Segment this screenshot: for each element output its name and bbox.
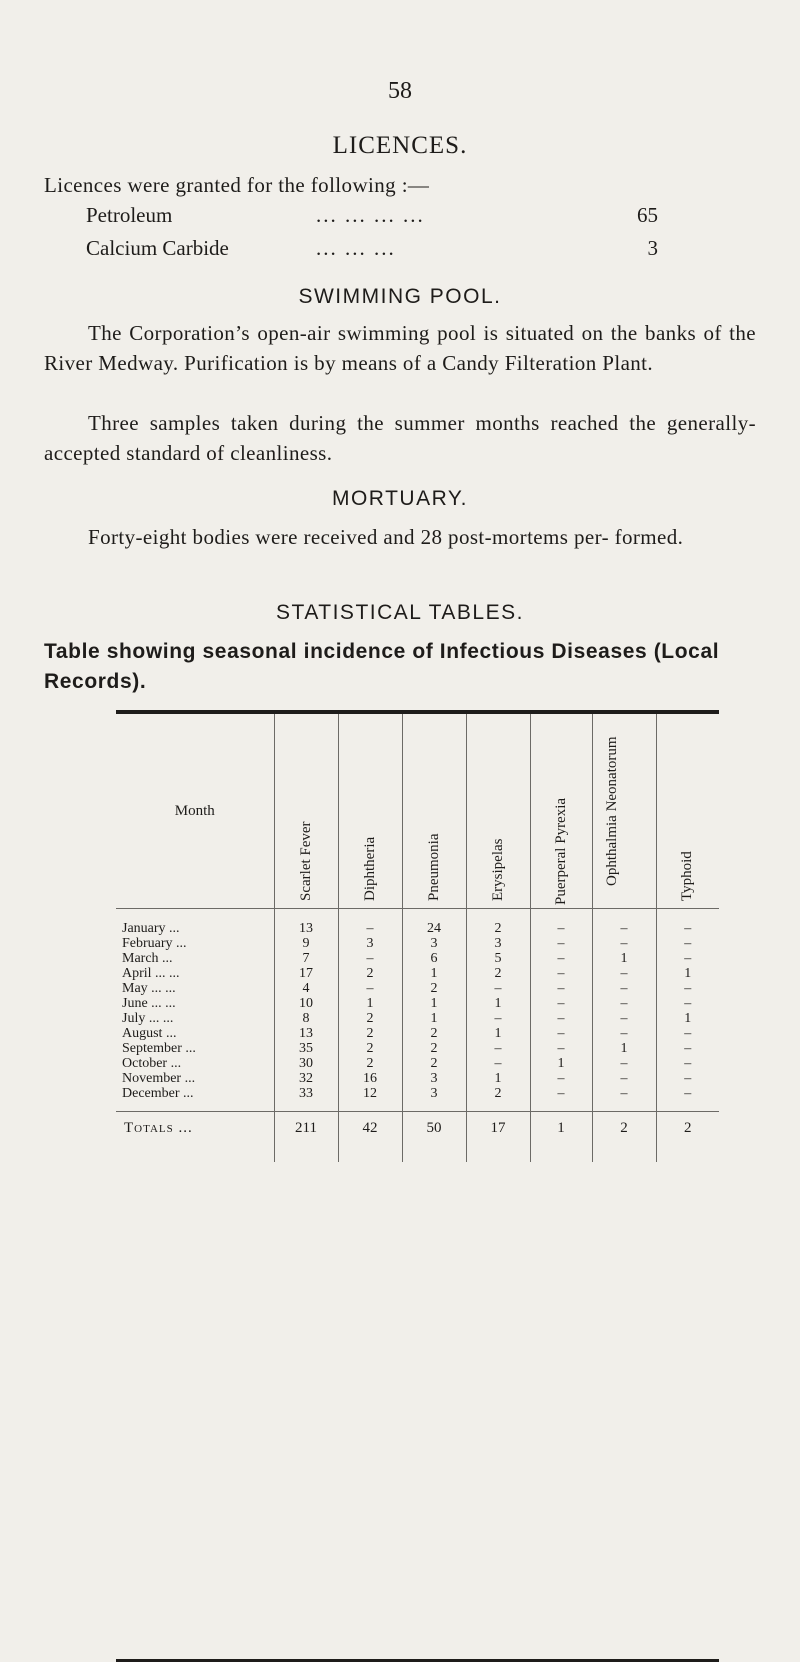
licence-name: Calcium Carbide xyxy=(86,236,229,260)
count-cell: – xyxy=(684,936,692,951)
column-header xyxy=(466,714,530,909)
count-cell: – xyxy=(466,1041,530,1056)
count-cell: – xyxy=(592,1026,656,1041)
column-header xyxy=(402,714,466,909)
month-cell: May ... ... xyxy=(116,981,274,996)
column-header-label: Ophthalmia Neonatorum xyxy=(604,736,620,886)
infectious-diseases-table xyxy=(116,714,719,1162)
count-cell: – xyxy=(684,996,692,1011)
count-cell: – xyxy=(466,981,530,996)
table-row xyxy=(116,1086,719,1112)
column-header-label: Erysipelas xyxy=(489,838,506,901)
count-cell: – xyxy=(530,1041,592,1056)
column-header xyxy=(592,714,656,909)
month-cell: April ... ... xyxy=(116,966,274,981)
count-cell: 33 xyxy=(274,1086,338,1112)
count-cell: 2 xyxy=(466,966,530,981)
totals-row xyxy=(116,1112,719,1163)
column-header xyxy=(530,714,592,909)
count-cell: 2 xyxy=(402,981,466,996)
count-cell: 1 xyxy=(592,1041,656,1056)
count-cell: – xyxy=(338,909,402,937)
table-row xyxy=(116,951,719,966)
page-number: 58 xyxy=(388,78,412,104)
count-cell: – xyxy=(684,1026,692,1041)
count-cell: 1 xyxy=(530,1056,592,1071)
licence-count: 65 xyxy=(637,203,658,227)
total-cell: 211 xyxy=(274,1112,338,1163)
count-cell: – xyxy=(466,1056,530,1071)
count-cell: – xyxy=(592,1056,656,1071)
column-header-label: Diphtheria xyxy=(361,836,378,901)
table-row xyxy=(116,1056,719,1071)
table-row xyxy=(116,966,719,981)
leader-dots: ... ... ... ... xyxy=(316,203,425,227)
count-cell: – xyxy=(684,921,692,936)
table-row xyxy=(116,1041,719,1056)
count-cell: – xyxy=(684,1056,692,1071)
table-row xyxy=(116,981,719,996)
count-cell: 2 xyxy=(402,1041,466,1056)
licences-intro: Licences were granted for the following :— xyxy=(44,173,430,197)
count-cell: 17 xyxy=(274,966,338,981)
count-cell: – xyxy=(530,909,592,937)
count-cell: 1 xyxy=(338,996,402,1011)
month-cell: August ... xyxy=(116,1026,274,1041)
count-cell: 1 xyxy=(592,951,656,966)
count-cell: 30 xyxy=(274,1056,338,1071)
count-cell: 3 xyxy=(338,936,402,951)
licence-row xyxy=(86,203,658,233)
column-header xyxy=(274,714,338,909)
count-cell: – xyxy=(592,1071,656,1086)
count-cell: – xyxy=(530,1071,592,1086)
count-cell: 1 xyxy=(466,1026,530,1041)
count-cell: – xyxy=(592,981,656,996)
count-cell: – xyxy=(592,936,656,951)
count-cell: 2 xyxy=(338,1041,402,1056)
table-header-row xyxy=(116,714,719,909)
count-cell: 1 xyxy=(402,966,466,981)
table-row xyxy=(116,996,719,1011)
table-row xyxy=(116,1071,719,1086)
count-cell: 7 xyxy=(274,951,338,966)
totals-label: Totals ... xyxy=(116,1112,274,1163)
count-cell: 3 xyxy=(402,936,466,951)
count-cell: 5 xyxy=(466,951,530,966)
count-cell: – xyxy=(684,951,692,966)
month-cell: June ... ... xyxy=(116,996,274,1011)
count-cell: – xyxy=(684,1086,692,1101)
count-cell: 12 xyxy=(338,1086,402,1112)
count-cell: 3 xyxy=(402,1071,466,1086)
count-cell: – xyxy=(530,936,592,951)
count-cell: 2 xyxy=(338,1056,402,1071)
count-cell: – xyxy=(338,981,402,996)
leader-dots: ... ... ... xyxy=(316,236,396,260)
count-cell: 10 xyxy=(274,996,338,1011)
count-cell: – xyxy=(530,1026,592,1041)
mortuary-heading: MORTUARY. xyxy=(331,487,469,510)
count-cell: – xyxy=(530,981,592,996)
count-cell: 2 xyxy=(466,909,530,937)
count-cell: – xyxy=(530,1011,592,1026)
table-title: Table showing seasonal incidence of Infectious Diseases (Local Records). xyxy=(44,640,720,693)
count-cell: 9 xyxy=(274,936,338,951)
count-cell: 1 xyxy=(684,966,692,981)
count-cell: 3 xyxy=(466,936,530,951)
count-cell: – xyxy=(684,1071,692,1086)
statistical-tables-heading: STATISTICAL TABLES. xyxy=(276,601,524,624)
column-header xyxy=(338,714,402,909)
count-cell: 1 xyxy=(402,1011,466,1026)
count-cell: – xyxy=(592,909,656,937)
count-cell: 2 xyxy=(402,1056,466,1071)
mortuary-text: Forty-eight bodies were received and 28 post-mortems per- formed. xyxy=(88,525,684,549)
count-cell: 13 xyxy=(274,1026,338,1041)
count-cell: 1 xyxy=(466,996,530,1011)
total-cell: 17 xyxy=(466,1112,530,1163)
count-cell: 2 xyxy=(338,966,402,981)
count-cell: 1 xyxy=(466,1071,530,1086)
licence-row xyxy=(86,236,658,266)
total-cell: 1 xyxy=(530,1112,592,1163)
count-cell: 35 xyxy=(274,1041,338,1056)
count-cell: – xyxy=(592,1011,656,1026)
column-header-label: Scarlet Fever xyxy=(297,821,314,901)
count-cell: – xyxy=(684,1041,692,1056)
count-cell: 3 xyxy=(402,1086,466,1112)
month-cell: December ... xyxy=(116,1086,274,1112)
count-cell: – xyxy=(338,951,402,966)
count-cell: – xyxy=(684,981,692,996)
month-cell: November ... xyxy=(116,1071,274,1086)
swimming-pool-heading: SWIMMING POOL. xyxy=(298,285,502,308)
table-row xyxy=(116,936,719,951)
column-header-label: Typhoid xyxy=(679,851,696,901)
total-cell: 50 xyxy=(402,1112,466,1163)
count-cell: 8 xyxy=(274,1011,338,1026)
count-cell: 2 xyxy=(402,1026,466,1041)
count-cell: 16 xyxy=(338,1071,402,1086)
count-cell: – xyxy=(530,951,592,966)
count-cell: 2 xyxy=(466,1086,530,1112)
count-cell: 1 xyxy=(684,1011,692,1026)
month-cell: July ... ... xyxy=(116,1011,274,1026)
licences-heading: LICENCES. xyxy=(332,132,468,159)
count-cell: – xyxy=(592,966,656,981)
count-cell: – xyxy=(592,996,656,1011)
column-header-label: Puerperal Pyrexia xyxy=(552,797,569,905)
count-cell: – xyxy=(530,1086,592,1112)
column-header-month: Month xyxy=(116,714,274,909)
month-cell: February ... xyxy=(116,936,274,951)
table-row xyxy=(116,1026,719,1041)
licence-count: 3 xyxy=(647,236,658,260)
month-cell: March ... xyxy=(116,951,274,966)
count-cell: 32 xyxy=(274,1071,338,1086)
licence-name: Petroleum xyxy=(86,203,173,227)
month-cell: January ... xyxy=(116,909,274,937)
month-cell: October ... xyxy=(116,1056,274,1071)
count-cell: 2 xyxy=(338,1026,402,1041)
table-row xyxy=(116,909,719,937)
count-cell: 2 xyxy=(338,1011,402,1026)
total-cell: 2 xyxy=(592,1112,656,1163)
count-cell: 4 xyxy=(274,981,338,996)
total-cell: 42 xyxy=(338,1112,402,1163)
count-cell: 24 xyxy=(402,909,466,937)
column-header xyxy=(656,714,719,909)
count-cell: – xyxy=(592,1086,656,1112)
total-cell: 2 xyxy=(656,1112,719,1163)
column-header-label: Pneumonia xyxy=(425,833,442,901)
count-cell: – xyxy=(530,996,592,1011)
count-cell: – xyxy=(530,966,592,981)
swimming-pool-para-2: Three samples taken during the summer months reached the generally-accepted standard of cleanliness. xyxy=(44,411,756,465)
count-cell: – xyxy=(466,1011,530,1026)
count-cell: 13 xyxy=(274,909,338,937)
swimming-pool-para-1: The Corporation’s open-air swimming pool is situated on the banks of the River Medway. Purification is by means of a Candy Filteration Plant. xyxy=(44,321,756,375)
count-cell: 6 xyxy=(402,951,466,966)
count-cell: 1 xyxy=(402,996,466,1011)
month-cell: September ... xyxy=(116,1041,274,1056)
table-row xyxy=(116,1011,719,1026)
table-body xyxy=(116,909,719,1112)
